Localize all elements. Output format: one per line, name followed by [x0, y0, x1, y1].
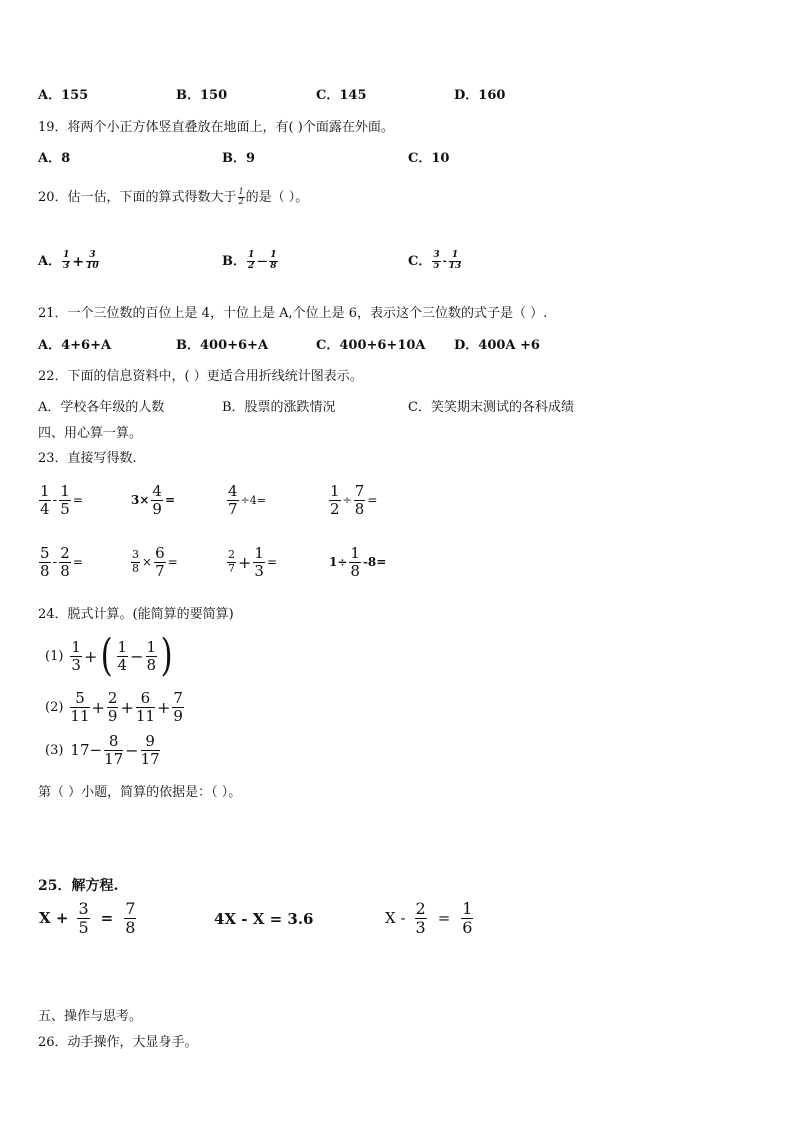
numerator: 2: [415, 899, 426, 918]
fraction: [62, 251, 70, 272]
denominator: 6: [462, 917, 473, 937]
q23-r1-expr-4: [328, 483, 378, 517]
right-paren: ): [160, 630, 173, 681]
q22-option-a: A．学校各年级的人数: [38, 400, 165, 415]
operator: +: [72, 253, 85, 270]
numerator: 9: [141, 733, 160, 751]
q23-r2-expr-4: [328, 545, 387, 579]
q21-option-d: D．400A +6: [454, 338, 540, 353]
denominator: 11: [70, 706, 90, 725]
q21-option-c: C．400+6+10A: [316, 338, 426, 353]
numerator: 2: [107, 689, 118, 707]
fraction: [432, 251, 440, 272]
denominator: 8: [270, 261, 277, 271]
operator: +: [91, 697, 105, 717]
denominator: 5: [78, 917, 89, 937]
fraction: [329, 483, 341, 517]
denominator: 4: [40, 499, 50, 518]
fraction: [227, 483, 239, 517]
q22-option-c: C．笑笑期末测试的各科成绩: [408, 400, 574, 415]
denominator: 17: [104, 749, 124, 768]
fraction: [107, 690, 119, 724]
q25-stem: 25．解方程.: [38, 878, 119, 894]
operator: −: [125, 740, 139, 760]
denominator: 11: [135, 706, 155, 725]
operator: -: [442, 256, 447, 267]
option-label: B．: [222, 254, 246, 269]
prefix: 1÷: [329, 555, 348, 569]
q18-option-c: C．145: [316, 88, 367, 103]
numerator: 1: [40, 482, 50, 500]
q25-equation-3: [384, 900, 474, 936]
fraction: [151, 483, 163, 517]
option-label: A．: [38, 254, 62, 269]
fraction: [154, 545, 166, 579]
fraction: [461, 900, 473, 936]
numerator: 4: [152, 482, 162, 500]
denominator: 4: [117, 655, 128, 674]
q23-r1-expr-2: [130, 483, 176, 517]
equals: =: [72, 555, 83, 569]
operator: +: [83, 646, 98, 666]
fraction: [136, 690, 155, 724]
fraction: [146, 639, 158, 673]
numerator: 1: [330, 482, 340, 500]
q19-option-a: A．8: [38, 151, 71, 166]
fraction: [141, 733, 160, 767]
numerator: 7: [354, 482, 365, 500]
q21-option-b: B．400+6+A: [176, 338, 269, 353]
equals: =: [100, 909, 114, 928]
part-label: (2): [45, 699, 64, 715]
operator: +: [120, 697, 134, 717]
denominator: 8: [354, 499, 365, 518]
operator: -: [52, 554, 58, 570]
q21-stem: 21．一个三位数的百位上是 4，十位上是 A,个位上是 6，表示这个三位数的式子是（ ）.: [38, 306, 548, 321]
numerator: 7: [125, 899, 136, 918]
q20-option-c: [408, 250, 462, 272]
denominator: 9: [152, 499, 162, 518]
numerator: 7: [173, 689, 183, 707]
fraction: [39, 483, 51, 517]
q20-stem-text-b: 的是（ ）。: [245, 190, 309, 205]
fraction: [124, 900, 136, 936]
operator: ×: [142, 555, 153, 569]
denominator: 8: [146, 655, 157, 674]
prefix: X +: [39, 909, 69, 928]
section-5-heading: 五、操作与思考。: [38, 1009, 143, 1024]
q24-note: 第（ ）小题，简算的依据是：（ ）。: [38, 785, 242, 800]
denominator: 7: [228, 561, 235, 575]
fraction: [39, 545, 51, 579]
q23-r2-expr-1: [38, 545, 84, 579]
q20-stem-text-a: 20．估一估，下面的算式得数大于: [38, 190, 237, 205]
equals: =: [437, 909, 451, 928]
numerator: 6: [136, 690, 155, 708]
q18-option-b: B．150: [176, 88, 228, 103]
operator: -: [52, 492, 58, 508]
q20-option-a: [38, 250, 100, 272]
numerator: 8: [104, 733, 123, 751]
q25-equation-2: 4X - X = 3.6: [214, 910, 314, 928]
numerator: 1: [248, 250, 255, 261]
equals: =: [266, 555, 278, 569]
numerator: 1: [270, 250, 277, 261]
denominator: 13: [448, 261, 462, 271]
numerator: 3: [86, 251, 99, 262]
fraction: [172, 690, 184, 724]
q23-stem: 23．直接写得数.: [38, 451, 137, 466]
fraction: [131, 549, 140, 574]
numerator: 1: [350, 544, 360, 562]
q23-r1-expr-1: [38, 483, 84, 517]
denominator: 8: [350, 561, 360, 580]
denominator: 9: [173, 706, 183, 725]
numerator: 2: [228, 548, 235, 562]
denominator: 9: [107, 706, 118, 725]
q22-option-b: B．股票的涨跌情况: [222, 400, 336, 415]
equals: =: [164, 493, 176, 507]
q26-stem: 26．动手操作，大显身手。: [38, 1035, 198, 1050]
denominator: 2: [238, 197, 244, 206]
denominator: 5: [60, 499, 70, 518]
q24-part-3: [44, 733, 161, 767]
numerator: 5: [70, 690, 89, 708]
numerator: 3: [433, 250, 440, 261]
equals: =: [367, 493, 378, 507]
numerator: 1: [117, 638, 128, 656]
fraction: [354, 483, 366, 517]
denominator: 2: [330, 499, 340, 518]
operator: +: [238, 552, 252, 572]
numerator: 1: [60, 482, 70, 500]
numerator: 5: [40, 544, 50, 562]
fraction: [247, 251, 255, 272]
prefix: X -: [385, 909, 406, 928]
q23-r1-expr-3: [226, 483, 267, 517]
prefix: 17−: [70, 741, 103, 759]
part-label: (1): [45, 648, 64, 664]
fraction: [449, 251, 462, 272]
numerator: 6: [155, 544, 165, 562]
numerator: 1: [462, 899, 473, 918]
left-paren: (: [100, 630, 113, 681]
q24-stem: 24．脱式计算。(能简算的要简算): [38, 607, 234, 622]
section-4-heading: 四、用心算一算。: [38, 426, 143, 441]
fraction: [349, 545, 361, 579]
fraction: [269, 251, 277, 272]
denominator: 8: [60, 561, 70, 580]
operator: ÷: [342, 493, 352, 507]
fraction: [77, 900, 89, 936]
fraction: [415, 900, 427, 936]
denominator: 3: [254, 561, 264, 580]
fraction: [70, 690, 89, 724]
q21-option-a: A．4+6+A: [38, 338, 112, 353]
fraction: [227, 549, 236, 574]
q19-option-b: B．9: [222, 151, 256, 166]
numerator: 3: [132, 548, 139, 562]
denominator: 3: [63, 261, 70, 271]
numerator: 4: [228, 482, 238, 500]
q24-part-1: [44, 630, 175, 681]
denominator: 7: [155, 561, 165, 580]
denominator: 10: [86, 261, 99, 271]
numerator: 3: [78, 899, 89, 918]
q18-option-a: A．155: [38, 88, 89, 103]
operator: −: [130, 646, 144, 666]
fraction: [104, 733, 123, 767]
q24-part-2: [44, 690, 185, 724]
fraction: [253, 545, 265, 579]
numerator: 2: [60, 544, 70, 562]
operator: +: [156, 697, 171, 717]
q23-r2-expr-2: [130, 545, 179, 579]
q20-stem: [38, 186, 308, 207]
q20-stem-fraction: [238, 188, 245, 207]
numerator: 1: [63, 250, 70, 261]
q22-stem: 22．下面的信息资料中，( ）更适合用折线统计图表示。: [38, 369, 363, 384]
numerator: 1: [254, 544, 264, 562]
denominator: 3: [71, 655, 81, 674]
fraction: [59, 483, 71, 517]
numerator: 1: [238, 187, 244, 197]
numerator: 1: [449, 251, 462, 262]
denominator: 3: [415, 917, 426, 937]
denominator: 8: [132, 561, 139, 575]
q23-r2-expr-3: [226, 545, 278, 579]
q20-option-b: [222, 250, 279, 272]
suffix: ÷4=: [240, 493, 266, 507]
denominator: 8: [125, 917, 136, 937]
operator: —: [257, 256, 268, 267]
q19-stem: 19．将两个小正方体竖直叠放在地面上，有( )个面露在外面。: [38, 120, 394, 135]
denominator: 8: [40, 561, 50, 580]
denominator: 2: [248, 261, 255, 271]
fraction: [117, 639, 129, 673]
suffix: -8=: [362, 555, 387, 569]
fraction: [86, 251, 99, 272]
numerator: 1: [71, 638, 81, 656]
option-label: C．: [408, 254, 432, 269]
denominator: 5: [433, 261, 440, 271]
numerator: 1: [146, 638, 157, 656]
fraction: [59, 545, 71, 579]
part-label: (3): [45, 742, 64, 758]
denominator: 17: [140, 749, 160, 768]
equals: =: [167, 555, 178, 569]
fraction: [70, 639, 82, 673]
q25-equation-1: [38, 900, 137, 936]
prefix: 3×: [131, 493, 150, 507]
equals: =: [72, 493, 83, 507]
q19-option-c: C．10: [408, 151, 450, 166]
q18-option-d: D．160: [454, 88, 506, 103]
denominator: 7: [228, 499, 238, 518]
